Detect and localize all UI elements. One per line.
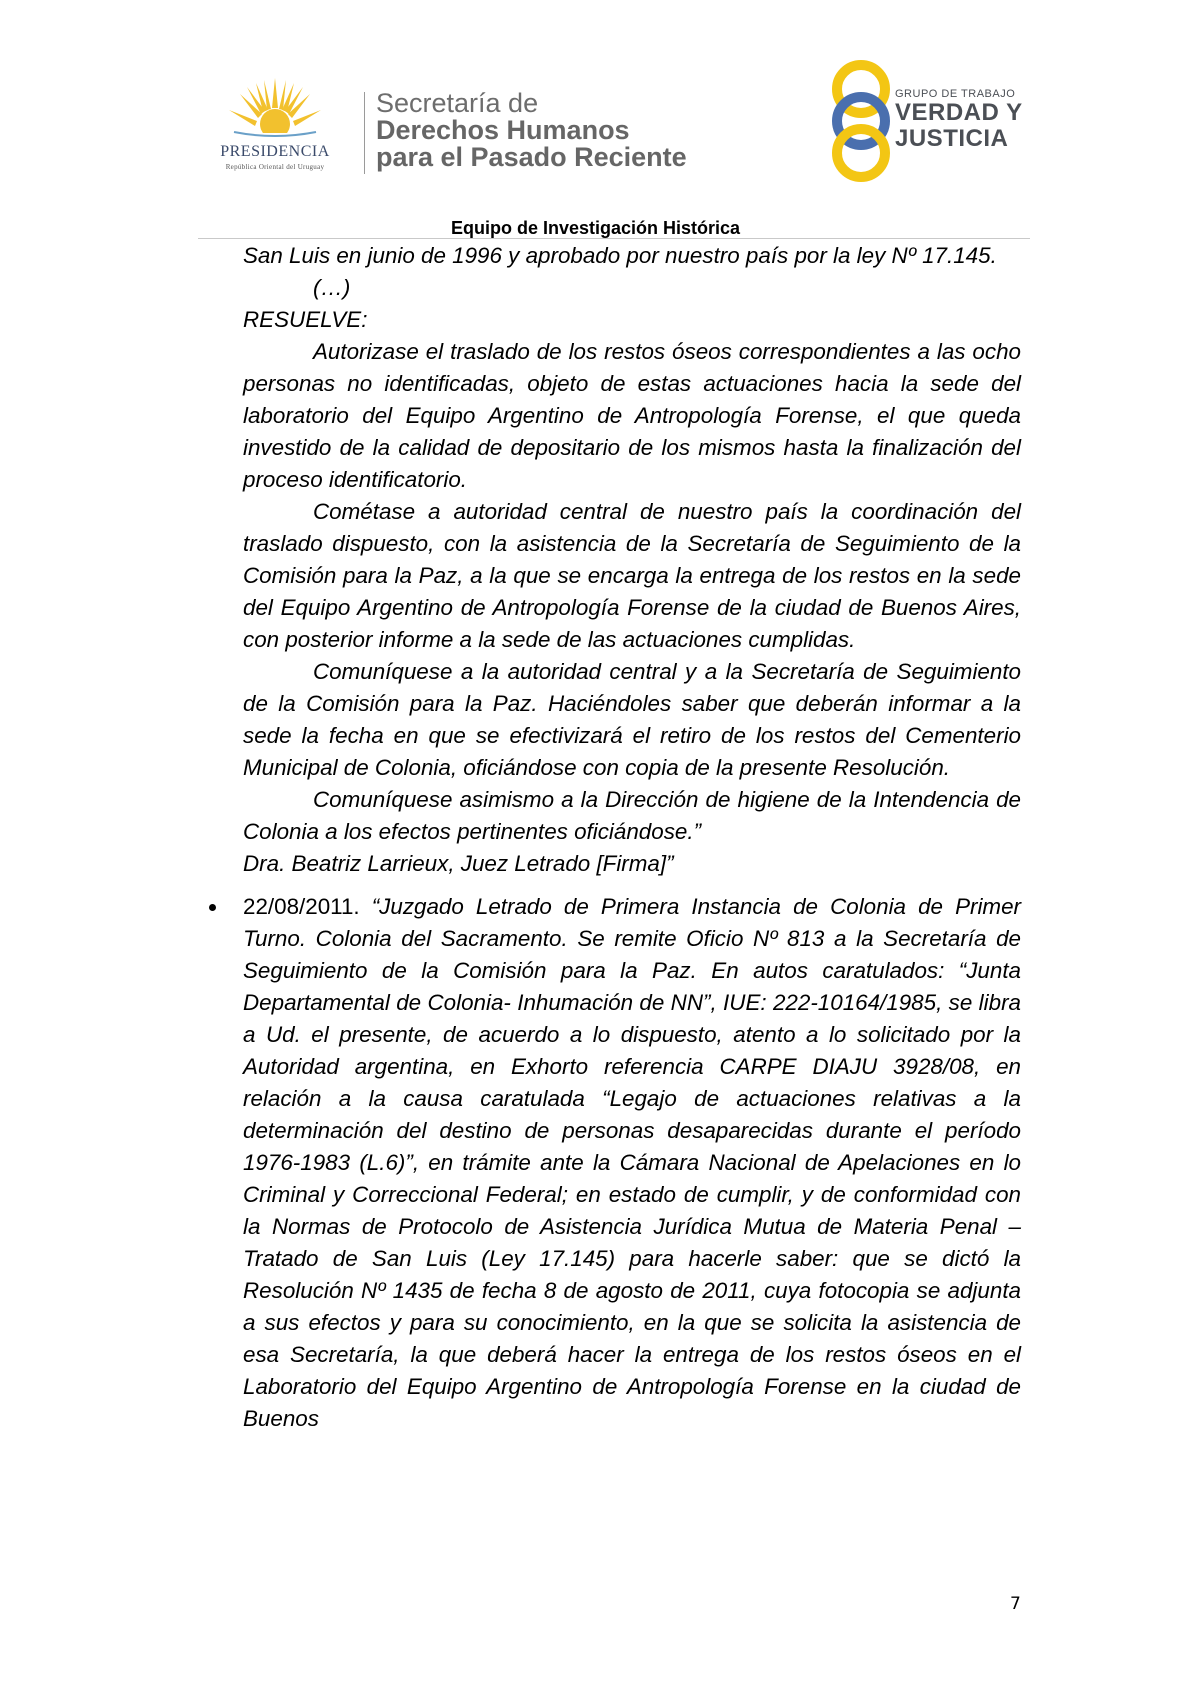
header-rule [198,238,1030,239]
gtvj-line-2: VERDAD Y [895,99,1023,126]
presidencia-wordmark: PRESIDENCIA [220,143,330,160]
bullet-paragraph [243,891,1021,1435]
bullet-text: “Juzgado Letrado de Primera Instancia de Colonia de Primer Turno. Colonia del Sacramento. Se remite Oficio Nº 813 a la Secretaría de Seguimiento de la Comisión para la Paz. En autos caratulados: “Junta Departamental de Colonia- Inhumación de NN”, IUE: 222-10164/1985, se libra a Ud. el presente, de acuerdo a lo dispuesto, atento a lo solicitado por la Autoridad argentina, en Exhorto referencia CARPE DIAJU 3928/08, en relación a la causa caratulada “Legajo de actuaciones relativas a la determinación del destino de personas desaparecidas durante el período 1976-1983 (L.6)”, en trámite ante la Cámara Nacional de Apelaciones en lo Criminal y Correccional Federal; en estado de cumplir, y de conformidad con la Normas de Protocolo de Asistencia Jurídica Mutua de Materia Penal – Tratado de San Luis (Ley 17.145) para hacerle saber: que se dictó la Resolución Nº 1435 de fecha 8 de agosto de 2011, cuya fotocopia se adjunta a sus efectos y para su conocimiento, en la que se solicita la asistencia de esa Secretaría, la que deberá hacer la entrega de los restos óseos en el Laboratorio del Equipo Argentino de Antropología Forense en la ciudad de Buenos [243,894,1021,1431]
document-body [243,240,1021,1435]
secretaria-line-3: para el Pasado Reciente [376,142,687,172]
resuelve-heading: RESUELVE: [243,307,368,332]
bullet-icon [209,904,216,911]
ellipsis-line: (…) [313,275,351,300]
presidencia-logo [198,78,352,178]
paragraph-continuation: San Luis en junio de 1996 y aprobado por nuestro país por la ley Nº 17.145. [243,243,997,268]
secretaria-line-2: Derechos Humanos [376,115,630,145]
header-divider [364,92,365,174]
paragraph-comuniquese: Comuníquese a la autoridad central y a la Secretaría de Seguimiento de la Comisión para la Paz. Haciéndoles saber que deberán informar a la sede la fecha en que se efectivizará el retiro de los restos del Cementerio Municipal de Colonia, oficiándose con copia de la presente Resolución. [243,659,1021,780]
sun-emblem-icon [226,78,324,142]
page-header [0,0,1191,240]
secretaria-line-1: Secretaría de [376,88,539,118]
paragraph-autorizase: Autorizase el traslado de los restos óseos correspondientes a las ocho personas no identificadas, objeto de estas actuaciones hacia la sede del laboratorio del Equipo Argentino de Antropología Forense, el que queda investido de la calidad de depositario de los mismos hasta la finalización del proceso identificatorio. [243,339,1021,492]
secretaria-logo-text [376,90,687,171]
header-title: Equipo de Investigación Histórica [450,218,741,238]
paragraph-comuniquese-asimismo: Comuníquese asimismo a la Dirección de higiene de la Intendencia de Colonia a los efectos pertinentes oficiándose.” [243,787,1021,844]
verdad-justicia-text [895,88,1023,152]
bullet-date: 22/08/2011. [243,894,360,919]
presidencia-subtitle: República Oriental del Uruguay [225,163,325,171]
gtvj-line-3: JUSTICIA [895,125,1009,152]
list-item [243,891,1021,1435]
gtvj-line-1: GRUPO DE TRABAJO [895,88,1016,100]
paragraph-cometase: Cométase a autoridad central de nuestro país la coordinación del traslado dispuesto, con la asistencia de la Secretaría de Seguimiento de la Comisión para la Paz, a la que se encarga la entrega de los restos en la sede del Equipo Argentino de Antropología Forense de la ciudad de Buenos Aires, con posterior informe a la sede de las actuaciones cumplidas. [243,499,1021,652]
page-number: 7 [1010,1594,1021,1614]
signature-line: Dra. Beatriz Larrieux, Juez Letrado [Firma]” [243,851,674,876]
